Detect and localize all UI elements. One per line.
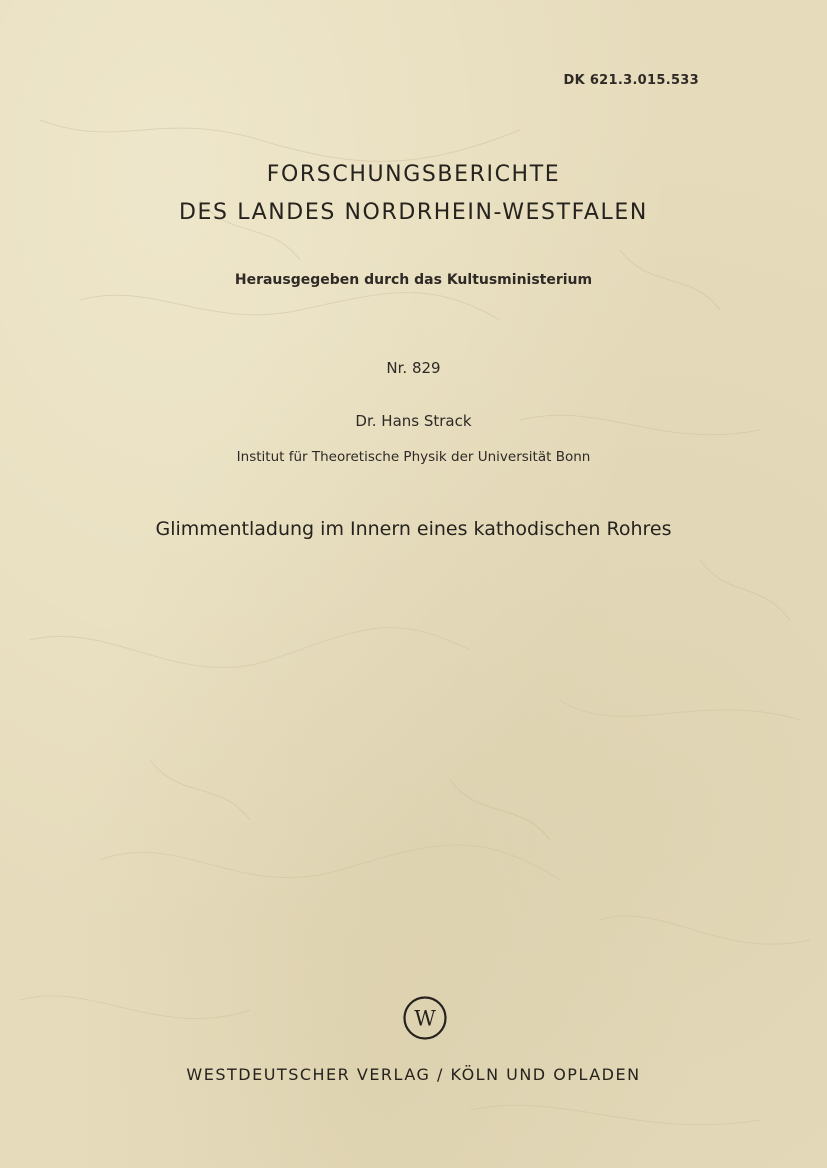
classification-number: DK 621.3.015.533 [563, 73, 699, 88]
publisher-logo-icon [402, 995, 448, 1041]
series-title-line-1: FORSCHUNGSBERICHTE [266, 162, 561, 187]
editor-statement: Herausgegeben durch das Kultusministerium [234, 272, 593, 288]
institute-affiliation: Institut für Theoretische Physik der Universität Bonn [236, 449, 591, 465]
author-name: Dr. Hans Strack [355, 412, 472, 430]
publisher-logo-letter: W [414, 1006, 436, 1031]
report-title: Glimmentladung im Innern eines kathodischen Rohres [155, 518, 672, 540]
report-number: Nr. 829 [386, 359, 441, 377]
publisher-imprint: WESTDEUTSCHER VERLAG / KÖLN UND OPLADEN [186, 1065, 641, 1084]
series-title-line-2: DES LANDES NORDRHEIN-WESTFALEN [179, 200, 648, 225]
